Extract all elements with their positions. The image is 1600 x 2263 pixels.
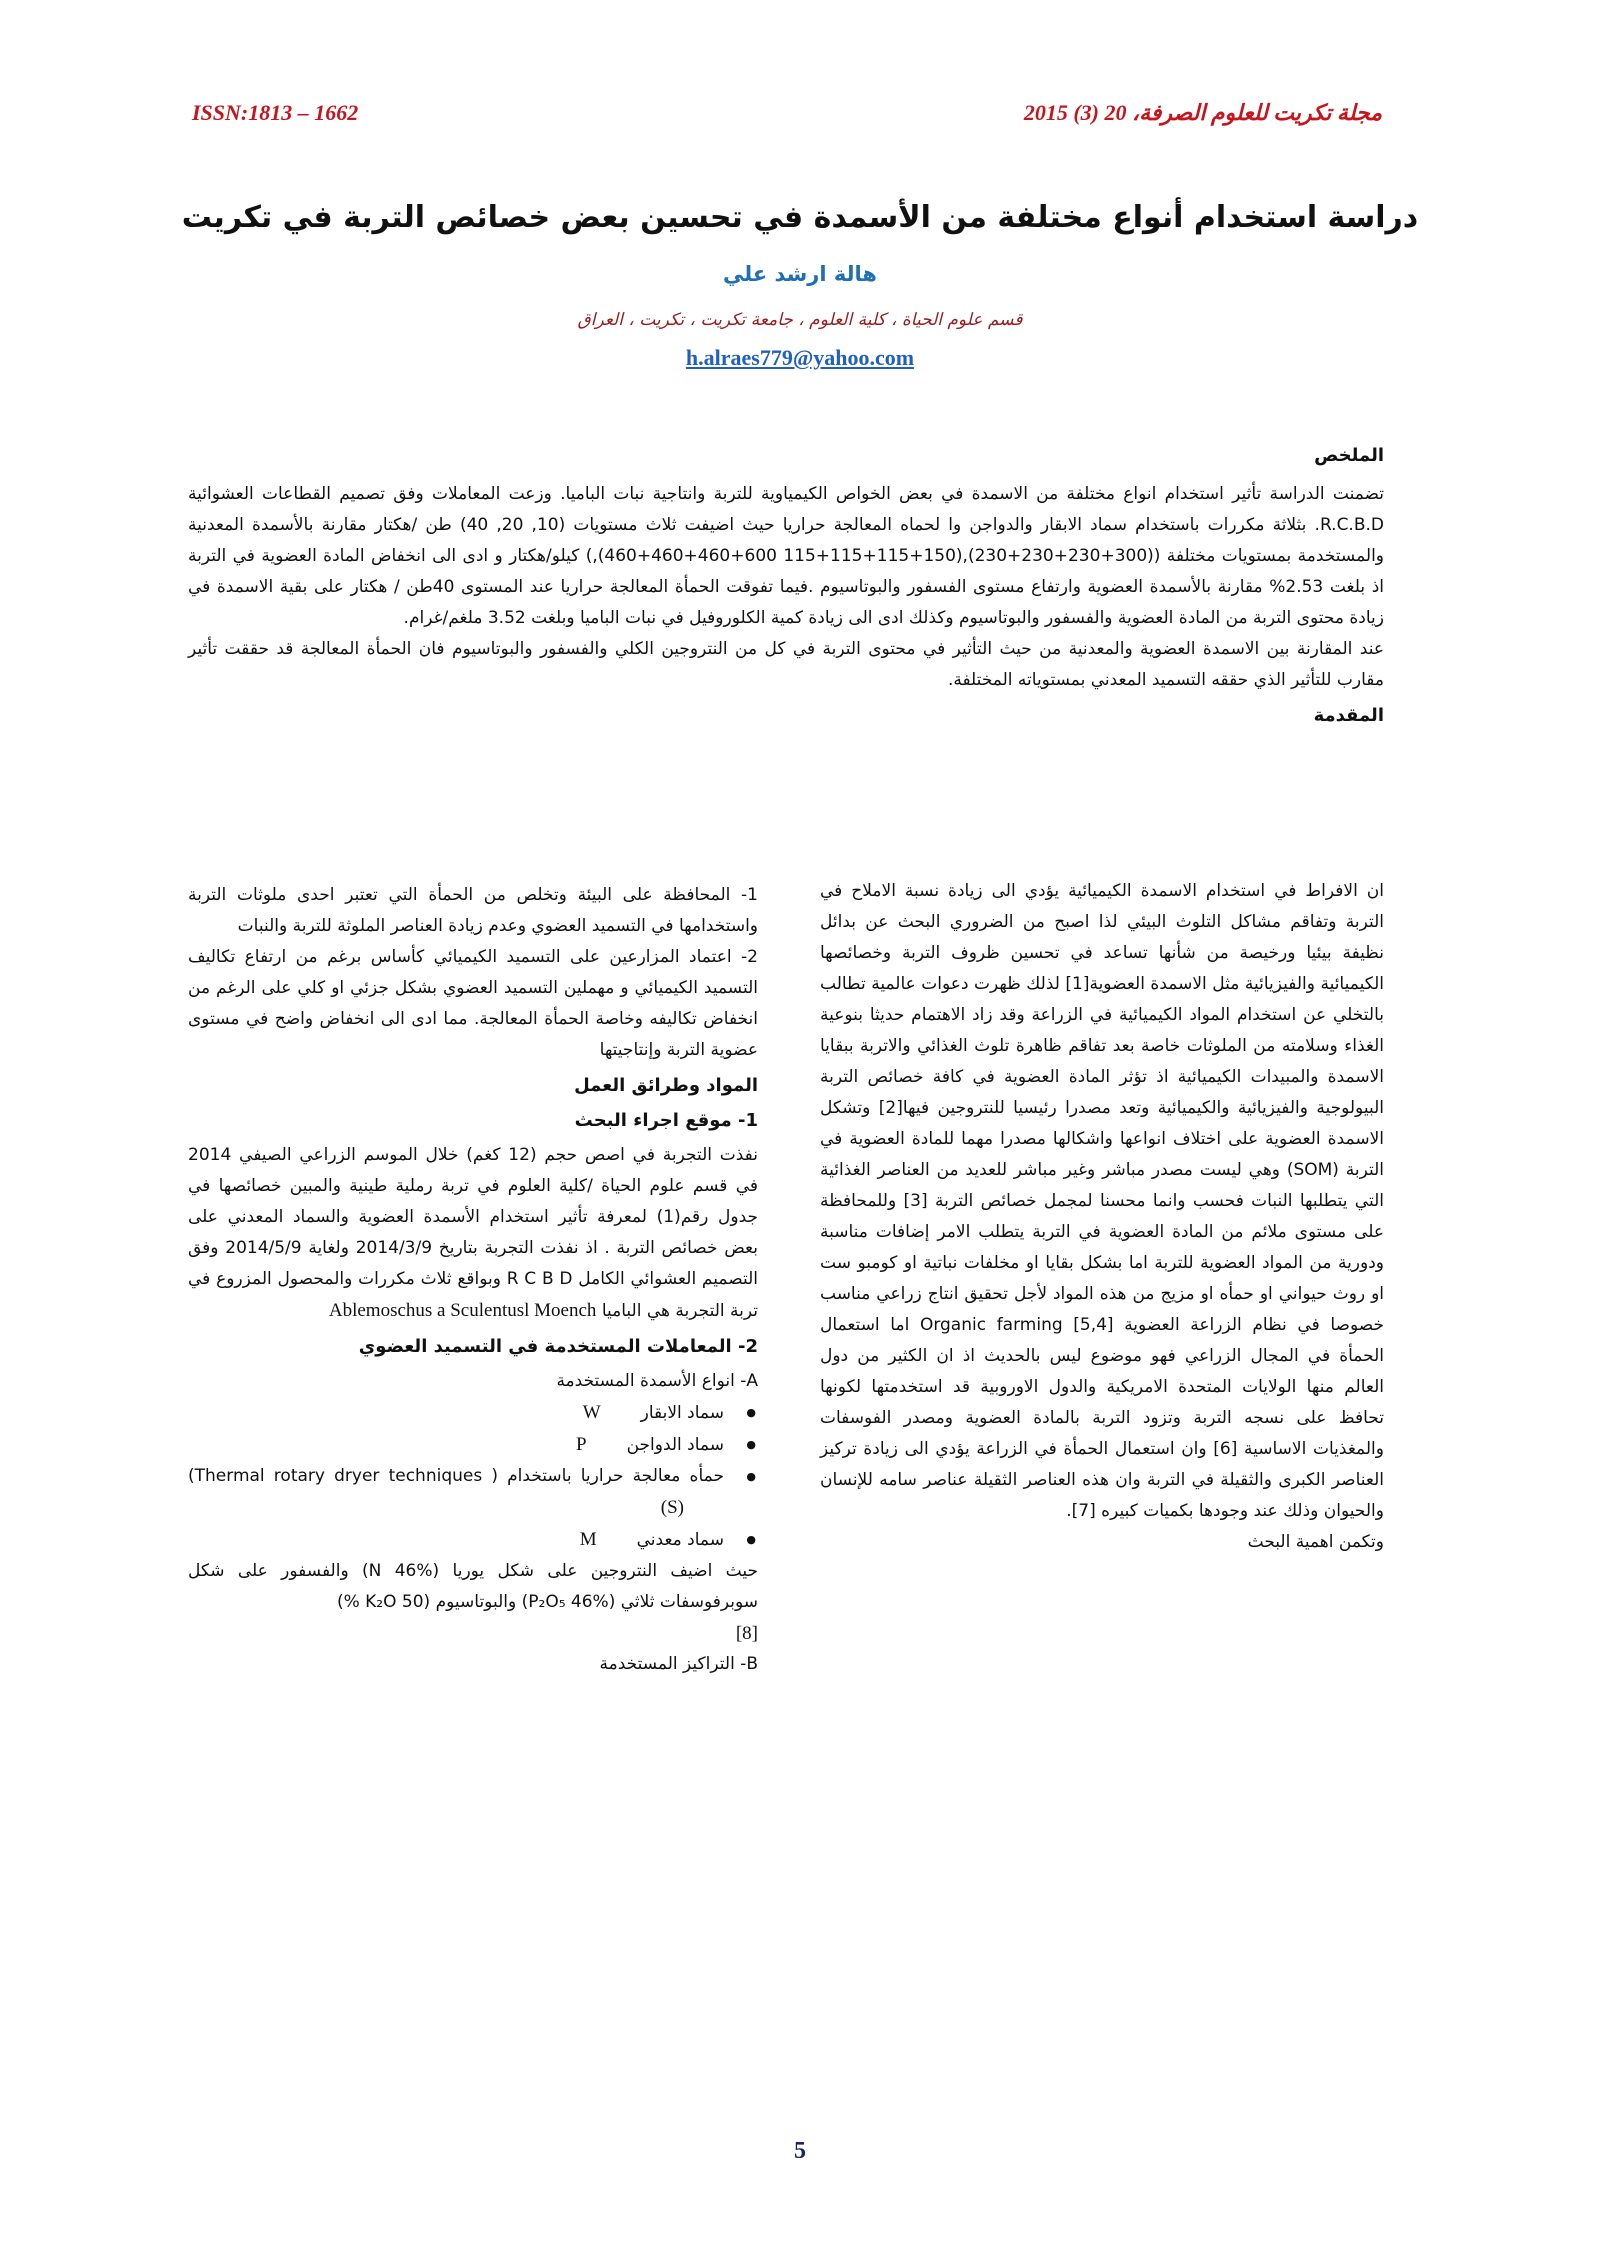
introduction-paragraph: ان الافراط في استخدام الاسمدة الكيميائية يؤدي الى زيادة نسبة الاملاح في التربة وتفاقم مشاكل التلوث البيئي لذا اصبح من الضروري البحث عن بدائل نظيفة بيئيا ورخيصة من شأنها تساعد في تحسين ظروف التربة وخصائصها الكيميائية والفيزيائية مثل الاسمدة العضوية[1] لذلك ظهرت دعوات عالمية تطالب بالتخلي عن استخدام المواد الكيميائية في الزراعة وقد زاد الاهتمام حديثا بنوعية الغذاء وسلامته من الملوثات خاصة بعد تفاقم ظاهرة تلوث الغذائي والاتربة ببقايا الاسمدة والمبيدات الكيميائية اذ تؤثر المادة العضوية في كافة خصائص التربة البيولوجية والفيزيائية والكيميائية وتعد مصدرا رئيسيا للنتروجين فيها[2] وتشكل الاسمدة العضوية على اختلاف انواعها واشكالها مصدرا مهما للمادة العضوية في التربة (SOM) وهي ليست مصدر مباشر وغير مباشر للعديد من العناصر الغذائية التي يتطلبها النبات فحسب وانما محسنا لمجمل خصائص التربة [3] وللمحافظة على مستوى ملائم من المادة العضوية في التربة يتطلب الامر إضافات مناسبة ودورية من المواد العضوية للتربة اما بشكل بقايا او مخلفات نباتية او كومبو ست او روث حيواني او حمأه او مزيج من هذه المواد لأجل تحقيق انتاج زراعي مناسب خصوصا في نظام الزراعة العضوية Organic farming [5,4] اما استعمال الحمأة في المجال الزراعي فهو موضوع ليس بالحديث اذ ان الكثير من دول العالم منها الولايات المتحدة الامريكية والدول الاوروبية قد استخدمتها لكونها تحافظ على نسجه التربة وتزود التربة بالمادة العضوية ومصدر الفوسفات والمغذيات الاساسية [6] وان استعمال الحمأة في الزراعة يؤدي الى زيادة تركيز العناصر الكبرى والثقيلة في التربة وان هذه العناصر الثقيلة عناصر سامه للإنسان والحيوان وذلك عند وجودها بكميات كبيره [7]. (820, 881, 1385, 1521)
journal-header: مجلة تكريت للعلوم الصرفة، 20 (3) 2015 (1023, 100, 1382, 125)
issn-header: ISSN:1813 – 1662 (192, 100, 359, 125)
fertilizer-label: سماد الابقار (640, 1403, 724, 1423)
abstract-paragraph-2: عند المقارنة بين الاسمدة العضوية والمعدنية من حيث التأثير في محتوى التربة في كل من النتروجين الكلي والفسفور والبوتاسيوم فان الحمأة المعالجة قد حققت تأثير مقارب للتأثير الذي حققه التسميد المعدني بمستوياته المختلفة. (188, 639, 1384, 690)
concentrations-label: B- التراكيز المستخدمة (599, 1654, 758, 1674)
affiliation: قسم علوم الحياة ، كلية العلوم ، جامعة تكريت ، تكريت ، العراق (577, 310, 1023, 330)
importance-item-1: 1- المحافظة على البيئة وتخلص من الحمأة التي تعتبر احدى ملوثات التربة واستخدامها في التسميد العضوي وعدم زيادة العناصر الملوثة للتربة والنبات (188, 885, 758, 936)
fertilizer-item (188, 1461, 758, 1524)
fertilizer-list (188, 1397, 758, 1556)
fertilizer-label: سماد معدني (636, 1530, 724, 1550)
fertilizer-item (188, 1524, 758, 1556)
fertilizer-types-label: A- انواع الأسمدة المستخدمة (556, 1371, 758, 1391)
page-number: 5 (794, 2138, 806, 2164)
mineral-fertilizer-text: حيث اضيف النتروجين على شكل يوريا (N 46%) والفسفور على شكل سوبرفوسفات ثلاثي (P₂O₅ 46%) والبوتاسيوم (K₂O 50 %) (188, 1561, 759, 1612)
site-subheading: 1- موقع اجراء البحث (574, 1110, 758, 1131)
site-paragraph (188, 1140, 758, 1327)
citation-ref: [8] (735, 1623, 758, 1644)
abstract-section (188, 440, 1384, 739)
fertilizer-code: P (575, 1434, 587, 1455)
fertilizer-code: W (582, 1402, 601, 1423)
email-container (0, 345, 1600, 371)
fertilizer-label: حمأه معالجة حراريا باستخدام ( Thermal rotary dryer techniques) (188, 1466, 724, 1486)
fertilizer-item (188, 1397, 758, 1429)
abstract-paragraph-1: تضمنت الدراسة تأثير استخدام انواع مختلفة من الاسمدة في بعض الخواص الكيمياوية للتربة وانتاجية نبات الباميا. وزعت المعاملات وفق تصميم القطاعات العشوائية R.C.B.D. بثلاثة مكررات باستخدام سماد الابقار والدواجن وا لحماه المعالجة حراريا حيث اضيفت ثلاث مستويات (10, 20, 40) طن /هكتار مقارنة بالأسمدة المعدنية والمستخدمة بمستويات مختلفة ((300+230+230+230),(150+115+115+115 600+460+460+460),) كيلو/هكتار و ادى الى انخفاض المادة العضوية في التربة اذ بلغت 2.53% مقارنة بالأسمدة العضوية وارتفاع مستوى الفسفور والبوتاسيوم .فيما تفوقت الحمأة المعالجة حراريا عند المستوى 40طن / هكتار على بقية الاسمدة في زيادة محتوى التربة من المادة العضوية والفسفور والبوتاسيوم وكذلك ادى الى زيادة كمية الكلوروفيل في نبات الباميا وبلغت 3.52 ملغم/غرام. (188, 484, 1385, 628)
introduction-column (820, 876, 1384, 1558)
methods-heading: المواد وطرائق العمل (574, 1075, 758, 1096)
email-link[interactable]: h.alraes779@yahoo.com (685, 345, 915, 370)
paper-title: دراسة استخدام أنواع مختلفة من الأسمدة في تحسين بعض خصائص التربة في تكريت (181, 200, 1419, 235)
fertilizer-label: سماد الدواجن (626, 1435, 724, 1455)
fertilizer-item (188, 1429, 758, 1461)
abstract-heading: الملخص (1314, 445, 1384, 466)
treatments-subheading: 2- المعاملات المستخدمة في التسميد العضوي (358, 1336, 758, 1357)
methods-column (188, 880, 758, 1680)
species-name: Ablemoschus a Sculentusl Moench (328, 1300, 597, 1321)
fertilizer-code: M (579, 1529, 597, 1550)
research-importance-lead: وتكمن اهمية البحث (1247, 1532, 1384, 1552)
importance-item-2: 2- اعتماد المزارعين على التسميد الكيميائي كأساس برغم من ارتفاع تكاليف التسميد الكيميائي و مهملين التسميد العضوي بشكل جزئي او كلي على الرغم من انخفاض تكاليفه وخاصة الحمأة المعالجة. مما ادى الى انخفاض واضح في مستوى عضوية التربة وإنتاجيتها (188, 947, 758, 1060)
fertilizer-code: (S) (660, 1497, 684, 1518)
author-name: هالة ارشد علي (723, 262, 877, 286)
introduction-heading: المقدمة (1313, 705, 1384, 726)
site-text: نفذت التجربة في اصص حجم (12 كغم) خلال الموسم الزراعي الصيفي 2014 في قسم علوم الحياة /كلية العلوم في تربة رملية طينية والمبين خصائصها في جدول رقم(1) لمعرفة تأثير استخدام الأسمدة العضوية والسماد المعدني على بعض خصائص التربة . اذ نفذت التجربة بتاريخ 2014/3/9 ولغاية 2014/5/9 وفق التصميم العشوائي الكامل R C B D وبواقع ثلاث مكررات والمحصول المزروع في تربة التجربة هي الباميا (188, 1145, 759, 1321)
